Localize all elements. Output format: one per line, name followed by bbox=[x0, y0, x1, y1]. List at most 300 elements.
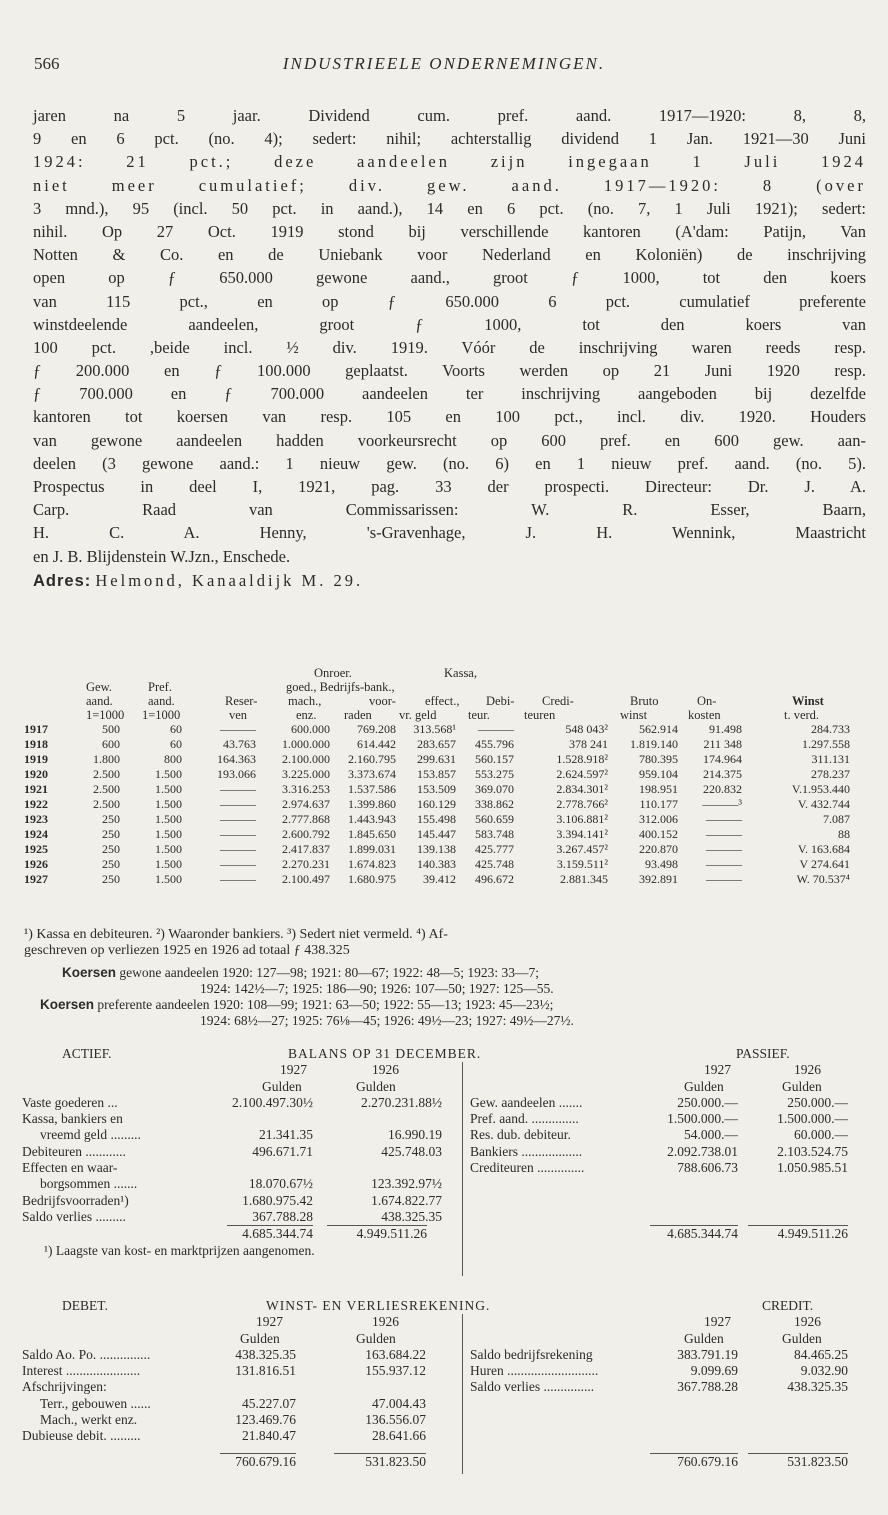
stats-row bbox=[24, 812, 870, 827]
stats-cell: 1.443.943 bbox=[348, 812, 396, 826]
ledger-label: Kassa, bankiers en bbox=[22, 1111, 123, 1127]
stats-header-row bbox=[24, 708, 870, 722]
stats-cell: 583.748 bbox=[475, 827, 514, 841]
stats-cell: 500 bbox=[102, 722, 120, 736]
ledger-value: 54.000.— bbox=[684, 1127, 738, 1143]
stats-row bbox=[24, 842, 870, 857]
body-line: 3 mnd.), 95 (incl. 50 pct. in aand.), 14 en 6 pct. (no. 7, 1 Juli 1921); sedert: bbox=[33, 198, 866, 218]
stats-cell: 278.237 bbox=[811, 767, 850, 781]
stats-cell: 1.899.031 bbox=[348, 842, 396, 856]
body-line: open op ƒ 650.000 gewone aand., groot ƒ 1000, tot den koers bbox=[33, 268, 866, 288]
unit-label: Gulden bbox=[684, 1330, 724, 1346]
stats-cell: 959.104 bbox=[639, 767, 678, 781]
stats-year: 1920 bbox=[24, 767, 48, 781]
ledger-label: Terr., gebouwen ...... bbox=[40, 1395, 151, 1411]
stats-cell: ——— bbox=[706, 857, 742, 871]
stats-cell: W. 70.537⁴ bbox=[796, 872, 850, 886]
koersen-label: Koersen bbox=[62, 965, 117, 980]
stats-cell: 3.316.253 bbox=[282, 782, 330, 796]
ledger-value: 60.000.— bbox=[794, 1127, 848, 1143]
ledger-value: 2.092.738.01 bbox=[667, 1143, 738, 1159]
stats-cell: 91.498 bbox=[709, 722, 742, 736]
stats-cell: 2.974.637 bbox=[282, 797, 330, 811]
stats-cell: 1.537.586 bbox=[348, 782, 396, 796]
balance-title: BALANS OP 31 DECEMBER. bbox=[288, 1046, 482, 1061]
balance-total: 4.685.344.74 bbox=[227, 1225, 313, 1242]
stats-cell: 1.845.650 bbox=[348, 827, 396, 841]
stats-cell: 164.363 bbox=[217, 752, 256, 766]
stats-cell: 3.159.511² bbox=[556, 857, 608, 871]
stats-cell: 39.412 bbox=[423, 872, 456, 886]
stats-cell: 160.129 bbox=[417, 797, 456, 811]
running-head bbox=[34, 54, 854, 82]
stats-cell: ——— bbox=[220, 842, 256, 856]
stats-year: 1923 bbox=[24, 812, 48, 826]
stats-cell: 1.500 bbox=[155, 857, 182, 871]
winst-total: 760.679.16 bbox=[220, 1453, 296, 1470]
body-line: Notten & Co. en de Uniebank voor Nederland en Koloniën) de inschrijving bbox=[33, 245, 866, 265]
stats-cell: 2.160.795 bbox=[348, 752, 396, 766]
stats-cell: 7.087 bbox=[823, 812, 850, 826]
stats-cell: ——— bbox=[220, 872, 256, 886]
stats-cell: 250 bbox=[102, 857, 120, 871]
stats-cell: ——— bbox=[220, 827, 256, 841]
stats-cell: 2.624.597² bbox=[556, 767, 608, 781]
ledger-value: 21.341.35 bbox=[259, 1127, 313, 1143]
running-title: INDUSTRIEELE ONDERNEMINGEN. bbox=[282, 54, 606, 73]
unit-label: Gulden bbox=[356, 1078, 396, 1094]
stats-header: aand. bbox=[86, 694, 113, 708]
stats-cell: 174.964 bbox=[703, 752, 742, 766]
stats-cell: 1.528.918² bbox=[556, 752, 608, 766]
column-divider bbox=[462, 1062, 463, 1276]
stats-cell: 3.106.881² bbox=[556, 812, 608, 826]
winst-total: 760.679.16 bbox=[650, 1453, 738, 1470]
stats-cell: 2.834.301² bbox=[556, 782, 608, 796]
ledger-value: 250.000.— bbox=[677, 1094, 738, 1110]
ledger-label: Pref. aand. .............. bbox=[470, 1111, 579, 1127]
stats-cell: 60 bbox=[170, 737, 182, 751]
stats-header: teuren bbox=[524, 708, 556, 722]
page-number: 566 bbox=[34, 54, 60, 73]
ledger-label: borgsommen ....... bbox=[40, 1176, 138, 1192]
actief-title: ACTIEF. bbox=[62, 1046, 112, 1061]
stats-cell: ——— bbox=[220, 722, 256, 736]
ledger-value: 1.500.000.— bbox=[777, 1111, 848, 1127]
stats-row bbox=[24, 782, 870, 797]
balance-total: 4.949.511.26 bbox=[748, 1225, 848, 1242]
unit-label: Gulden bbox=[240, 1330, 280, 1346]
body-line: Carp. Raad van Commissarissen: W. R. Esser, Baarn, bbox=[33, 500, 866, 520]
ledger-label: Bankiers .................. bbox=[470, 1143, 583, 1159]
unit-label: Gulden bbox=[782, 1330, 822, 1346]
stats-header: enz. bbox=[296, 708, 317, 722]
stats-cell: 313.568¹ bbox=[413, 722, 456, 736]
ledger-value: 1.050.985.51 bbox=[777, 1160, 848, 1176]
stats-header: kosten bbox=[688, 708, 721, 722]
stats-cell: 2.600.792 bbox=[282, 827, 330, 841]
stats-row bbox=[24, 752, 870, 767]
stats-cell: 214.375 bbox=[703, 767, 742, 781]
koersen-section bbox=[40, 965, 860, 1029]
stats-header: 1=1000 bbox=[86, 708, 125, 722]
stats-cell: 2.417.837 bbox=[282, 842, 330, 856]
stats-cell: V. 432.744 bbox=[797, 797, 850, 811]
stats-header: Gew. bbox=[86, 680, 112, 694]
body-line: deelen (3 gewone aand.: 1 nieuw gew. (no. 6) en 1 nieuw pref. aand. (no. 5). bbox=[33, 453, 866, 473]
ledger-value: 45.227.07 bbox=[242, 1395, 296, 1411]
stats-cell: ——— bbox=[478, 722, 514, 736]
stats-header: Winst bbox=[792, 694, 824, 708]
stats-header: Onroer. bbox=[314, 666, 352, 680]
stats-header: voor- bbox=[369, 694, 396, 708]
stats-cell: 614.442 bbox=[357, 737, 396, 751]
body-line: Prospectus in deel I, 1921, pag. 33 der prospecti. Directeur: Dr. J. A. bbox=[33, 477, 866, 496]
body-line: ƒ 700.000 en ƒ 700.000 aandeelen ter inschrijving aangeboden bij dezelfde bbox=[33, 384, 866, 404]
ledger-value: 438.325.35 bbox=[381, 1208, 442, 1224]
stats-footnotes bbox=[24, 927, 864, 959]
ledger-value: 2.100.497.30½ bbox=[232, 1094, 313, 1110]
stats-cell: 560.157 bbox=[475, 752, 514, 766]
ledger-value: 123.469.76 bbox=[235, 1412, 296, 1428]
ledger-label: Huren ........................... bbox=[470, 1363, 599, 1379]
stats-cell: 2.100.497 bbox=[282, 872, 330, 886]
stats-cell: ——— bbox=[220, 812, 256, 826]
balance-title-row bbox=[22, 1046, 868, 1062]
stats-header: Kassa, bbox=[444, 666, 477, 680]
year-label: 1927 bbox=[256, 1314, 283, 1330]
unit-label: Gulden bbox=[356, 1330, 396, 1346]
unit-label: Gulden bbox=[262, 1078, 302, 1094]
ledger-value: 250.000.— bbox=[787, 1094, 848, 1110]
balance-footnote-row bbox=[22, 1243, 868, 1259]
koersen-label: Koersen bbox=[40, 997, 95, 1012]
stats-cell: 43.763 bbox=[223, 737, 256, 751]
stats-cell: 145.447 bbox=[417, 827, 456, 841]
stats-row bbox=[24, 827, 870, 842]
ledger-label: Debiteuren ............ bbox=[22, 1143, 126, 1159]
stats-year: 1918 bbox=[24, 737, 48, 751]
stats-cell: V. 163.684 bbox=[797, 842, 850, 856]
ledger-label: Mach., werkt enz. bbox=[40, 1412, 138, 1428]
body-line: 1924: 21 pct.; deze aandeelen zijn ingegaan 1 Juli 1924 bbox=[33, 152, 866, 172]
stats-year: 1919 bbox=[24, 752, 48, 766]
ledger-label: Afschrijvingen: bbox=[22, 1379, 107, 1395]
body-line: van 115 pct., en op ƒ 650.000 6 pct. cumulatief preferente bbox=[33, 291, 866, 311]
stats-header-row bbox=[24, 694, 870, 708]
year-label: 1927 bbox=[280, 1062, 307, 1078]
ledger-label: Saldo verlies ............... bbox=[470, 1379, 595, 1395]
ledger-value: 18.070.67½ bbox=[248, 1176, 313, 1192]
ledger-label: Saldo bedrijfsrekening bbox=[470, 1346, 593, 1362]
stats-cell: 1.399.860 bbox=[348, 797, 396, 811]
stats-row bbox=[24, 797, 870, 812]
stats-year: 1927 bbox=[24, 872, 48, 886]
body-line: van gewone aandeelen hadden voorkeursrecht op 600 pref. en 600 gew. aan- bbox=[33, 430, 866, 450]
stats-cell: 1.680.975 bbox=[348, 872, 396, 886]
ledger-label: Interest ...................... bbox=[22, 1363, 141, 1379]
stats-cell: ——— bbox=[220, 782, 256, 796]
unit-label: Gulden bbox=[782, 1078, 822, 1094]
stats-cell: 400.152 bbox=[639, 827, 678, 841]
balance-unit-row bbox=[22, 1079, 868, 1095]
stats-cell: 193.066 bbox=[217, 767, 256, 781]
ledger-value: 1.680.975.42 bbox=[242, 1192, 313, 1208]
stats-cell: 299.631 bbox=[417, 752, 456, 766]
stats-year: 1922 bbox=[24, 797, 48, 811]
balance-total: 4.685.344.74 bbox=[650, 1225, 738, 1242]
stats-cell: 562.914 bbox=[639, 722, 678, 736]
stats-row bbox=[24, 737, 870, 752]
stats-cell: 560.659 bbox=[475, 812, 514, 826]
column-divider bbox=[462, 1314, 463, 1474]
winst-total: 531.823.50 bbox=[334, 1453, 426, 1470]
stats-cell: 1.500 bbox=[155, 872, 182, 886]
stats-body bbox=[24, 722, 870, 887]
ledger-label: Vaste goederen ... bbox=[22, 1094, 118, 1110]
stats-cell: 2.100.000 bbox=[282, 752, 330, 766]
stats-cell: ——— bbox=[706, 827, 742, 841]
address-line bbox=[33, 568, 866, 594]
ledger-value: 84.465.25 bbox=[794, 1346, 848, 1362]
body-line: jaren na 5 jaar. Dividend cum. pref. aand. 1917—1920: 8, 8, bbox=[33, 106, 866, 125]
stats-header: vr. geld bbox=[399, 708, 437, 722]
ledger-value: 438.325.35 bbox=[787, 1379, 848, 1395]
balance-total-row bbox=[22, 1225, 868, 1243]
stats-header: On- bbox=[697, 694, 717, 708]
winst-year-row bbox=[22, 1314, 868, 1330]
stats-header: Reser- bbox=[225, 694, 258, 708]
stats-header: teur. bbox=[468, 708, 490, 722]
stats-cell: 1.500 bbox=[155, 812, 182, 826]
stats-row bbox=[24, 722, 870, 737]
ledger-value: 383.791.19 bbox=[677, 1346, 738, 1362]
stats-row bbox=[24, 767, 870, 782]
stats-cell: 250 bbox=[102, 812, 120, 826]
ledger-value: 367.788.28 bbox=[677, 1379, 738, 1395]
stats-cell: 2.500 bbox=[93, 767, 120, 781]
stats-cell: 425.777 bbox=[475, 842, 514, 856]
ledger-label: Bedrijfsvoorraden¹) bbox=[22, 1192, 129, 1208]
stats-cell: 153.509 bbox=[417, 782, 456, 796]
stats-cell: 220.870 bbox=[639, 842, 678, 856]
stats-cell: 250 bbox=[102, 827, 120, 841]
stats-cell: 250 bbox=[102, 842, 120, 856]
stats-cell: 2.778.766² bbox=[556, 797, 608, 811]
year-label: 1927 bbox=[704, 1062, 731, 1078]
ledger-label: Effecten en waar- bbox=[22, 1160, 118, 1176]
stats-cell: 198.951 bbox=[639, 782, 678, 796]
stats-row bbox=[24, 872, 870, 887]
stats-cell: 220.832 bbox=[703, 782, 742, 796]
stats-cell: 378 241 bbox=[569, 737, 608, 751]
footnote-line: geschreven op verliezen 1925 en 1926 ad totaal ƒ 438.325 bbox=[24, 943, 350, 958]
koersen-pref-line-2: 1924: 68½—27; 1925: 76⅛—45; 1926: 49½—23; 1927: 49½—27½. bbox=[200, 1013, 574, 1028]
stats-year: 1924 bbox=[24, 827, 48, 841]
stats-cell: 455.796 bbox=[475, 737, 514, 751]
ledger-value: 123.392.97½ bbox=[371, 1176, 442, 1192]
balance-total: 4.949.511.26 bbox=[327, 1225, 427, 1242]
winst-title-row bbox=[22, 1298, 868, 1314]
stats-cell: 2.500 bbox=[93, 782, 120, 796]
stats-cell: 1.500 bbox=[155, 767, 182, 781]
stats-cell: 1.000.000 bbox=[282, 737, 330, 751]
stats-cell: 780.395 bbox=[639, 752, 678, 766]
ledger-value: 788.606.73 bbox=[677, 1160, 738, 1176]
balance-footnote: ¹) Laagste van kost- en marktprijzen aangenomen. bbox=[44, 1242, 315, 1258]
ledger-value: 9.099.69 bbox=[690, 1363, 738, 1379]
body-line: 9 en 6 pct. (no. 4); sedert: nihil; achterstallig dividend 1 Jan. 1921—30 Juni bbox=[33, 129, 866, 149]
ledger-label: Gew. aandeelen ....... bbox=[470, 1094, 583, 1110]
body-line: en J. B. Blijdenstein W.Jzn., Enschede. bbox=[33, 546, 291, 566]
stats-header: Credi- bbox=[542, 694, 574, 708]
profit-loss-account bbox=[22, 1298, 868, 1471]
ledger-value: 2.103.524.75 bbox=[777, 1143, 848, 1159]
ledger-value: 2.270.231.88½ bbox=[361, 1094, 442, 1110]
stats-cell: 139.138 bbox=[417, 842, 456, 856]
stats-header: 1=1000 bbox=[142, 708, 181, 722]
stats-cell: ——— bbox=[220, 857, 256, 871]
stats-cell: 283.657 bbox=[417, 737, 456, 751]
stats-header-row bbox=[24, 680, 870, 694]
stats-cell: 553.275 bbox=[475, 767, 514, 781]
ledger-value: 47.004.43 bbox=[372, 1395, 426, 1411]
statistics-table bbox=[24, 666, 870, 887]
debet-title: DEBET. bbox=[62, 1298, 108, 1313]
body-line: nihil. Op 27 Oct. 1919 stond bij verschillende kantoren (A'dam: Patijn, Van bbox=[33, 221, 866, 241]
stats-cell: 338.862 bbox=[475, 797, 514, 811]
stats-cell: 60 bbox=[170, 722, 182, 736]
winst-title: WINST- EN VERLIESREKENING. bbox=[266, 1298, 491, 1313]
winst-total-row bbox=[22, 1453, 868, 1471]
stats-cell: 155.498 bbox=[417, 812, 456, 826]
stats-year: 1926 bbox=[24, 857, 48, 871]
stats-cell: 140.383 bbox=[417, 857, 456, 871]
stats-cell: V.1.953.440 bbox=[791, 782, 850, 796]
ledger-value: 21.840.47 bbox=[242, 1428, 296, 1444]
koersen-gewone-text: gewone aandeelen 1920: 127—98; 1921: 80—67; 1922: 48—5; 1923: 33—7; bbox=[119, 965, 539, 980]
body-line: 100 pct. ,beide incl. ½ div. 1919. Vóór de inschrijving waren reeds resp. bbox=[33, 337, 866, 357]
stats-cell: 769.208 bbox=[357, 722, 396, 736]
ledger-value: 16.990.19 bbox=[388, 1127, 442, 1143]
ledger-label: Dubieuse debit. ......... bbox=[22, 1428, 141, 1444]
koersen-pref-text: preferente aandeelen 1920: 108—99; 1921: 63—50; 1922: 55—13; 1923: 45—23½; bbox=[97, 997, 554, 1012]
balance-year-row bbox=[22, 1062, 868, 1078]
winst-total: 531.823.50 bbox=[748, 1453, 848, 1470]
balance-sheet bbox=[22, 1046, 868, 1259]
ledger-value: 367.788.28 bbox=[252, 1208, 313, 1224]
stats-header: Pref. bbox=[148, 680, 172, 694]
stats-cell: 88 bbox=[838, 827, 850, 841]
ledger-value: 438.325.35 bbox=[235, 1346, 296, 1362]
ledger-label: vreemd geld ......... bbox=[40, 1127, 141, 1143]
stats-cell: 600.000 bbox=[291, 722, 330, 736]
stats-cell: 1.800 bbox=[93, 752, 120, 766]
koersen-gewone-line bbox=[40, 965, 860, 981]
stats-year: 1921 bbox=[24, 782, 48, 796]
stats-cell: 425.748 bbox=[475, 857, 514, 871]
stats-cell: 369.070 bbox=[475, 782, 514, 796]
stats-cell: V 274.641 bbox=[799, 857, 850, 871]
winst-unit-row bbox=[22, 1331, 868, 1347]
stats-cell: 2.500 bbox=[93, 797, 120, 811]
stats-header: Bruto bbox=[630, 694, 659, 708]
koersen-pref-line bbox=[40, 997, 860, 1013]
stats-cell: 250 bbox=[102, 872, 120, 886]
stats-cell: 1.500 bbox=[155, 827, 182, 841]
ledger-label: Saldo verlies ......... bbox=[22, 1208, 126, 1224]
body-line: kantoren tot koersen van resp. 105 en 100 pct., incl. div. 1920. Houders bbox=[33, 407, 866, 427]
stats-cell: 1.500 bbox=[155, 797, 182, 811]
stats-cell: ———³ bbox=[702, 797, 742, 811]
winst-body bbox=[22, 1347, 868, 1447]
stats-cell: 93.498 bbox=[645, 857, 678, 871]
ledger-value: 9.032.90 bbox=[800, 1363, 848, 1379]
ledger-value: 425.748.03 bbox=[381, 1143, 442, 1159]
stats-cell: 110.177 bbox=[639, 797, 678, 811]
year-label: 1926 bbox=[794, 1314, 821, 1330]
ledger-label: Res. dub. debiteur. bbox=[470, 1127, 571, 1143]
ledger-value: 136.556.07 bbox=[365, 1412, 426, 1428]
stats-cell: 1.500 bbox=[155, 842, 182, 856]
stats-cell: 2.270.231 bbox=[282, 857, 330, 871]
stats-row bbox=[24, 857, 870, 872]
company-description bbox=[33, 104, 866, 594]
credit-title: CREDIT. bbox=[762, 1298, 814, 1313]
stats-cell: 392.891 bbox=[639, 872, 678, 886]
body-line: winstdeelende aandeelen, groot ƒ 1000, tot den koers van bbox=[33, 314, 866, 334]
stats-cell: 800 bbox=[164, 752, 182, 766]
stats-cell: 548 043² bbox=[565, 722, 608, 736]
koersen-gewone-line-2: 1924: 142½—7; 1925: 186—90; 1926: 107—50; 1927: 125—55. bbox=[200, 981, 554, 996]
year-label: 1926 bbox=[372, 1314, 399, 1330]
stats-header: t. verd. bbox=[784, 708, 820, 722]
ledger-value: 163.684.22 bbox=[365, 1346, 426, 1362]
stats-year: 1917 bbox=[24, 722, 48, 736]
unit-label: Gulden bbox=[684, 1078, 724, 1094]
stats-year: 1925 bbox=[24, 842, 48, 856]
ledger-value: 1.500.000.— bbox=[667, 1111, 738, 1127]
stats-cell: 312.006 bbox=[639, 812, 678, 826]
stats-cell: 1.819.140 bbox=[630, 737, 678, 751]
body-line: H. C. A. Henny, 's-Gravenhage, J. H. Wennink, Maastricht bbox=[33, 523, 866, 543]
stats-cell: 3.373.674 bbox=[348, 767, 396, 781]
stats-cell: ——— bbox=[706, 872, 742, 886]
year-label: 1926 bbox=[372, 1062, 399, 1078]
stats-cell: 284.733 bbox=[811, 722, 850, 736]
stats-cell: 3.267.457² bbox=[556, 842, 608, 856]
stats-header-row bbox=[24, 666, 870, 680]
stats-cell: 311.131 bbox=[811, 752, 850, 766]
ledger-label: Saldo Ao. Po. ............... bbox=[22, 1346, 151, 1362]
passief-title: PASSIEF. bbox=[736, 1046, 790, 1061]
stats-header: ven bbox=[229, 708, 248, 722]
stats-cell: 1.297.558 bbox=[802, 737, 850, 751]
stats-cell: 600 bbox=[102, 737, 120, 751]
stats-cell: 2.881.345 bbox=[560, 872, 608, 886]
stats-header: aand. bbox=[148, 694, 175, 708]
ledger-value: 496.671.71 bbox=[252, 1143, 313, 1159]
stats-cell: 211 348 bbox=[703, 737, 742, 751]
stats-cell: 496.672 bbox=[475, 872, 514, 886]
stats-cell: 3.394.141² bbox=[556, 827, 608, 841]
ledger-value: 1.674.822.77 bbox=[371, 1192, 442, 1208]
stats-header: goed., Bedrijfs-bank., bbox=[286, 680, 395, 694]
stats-header: winst bbox=[620, 708, 648, 722]
stats-header: Debi- bbox=[486, 694, 515, 708]
year-label: 1926 bbox=[794, 1062, 821, 1078]
stats-cell: 1.500 bbox=[155, 782, 182, 796]
